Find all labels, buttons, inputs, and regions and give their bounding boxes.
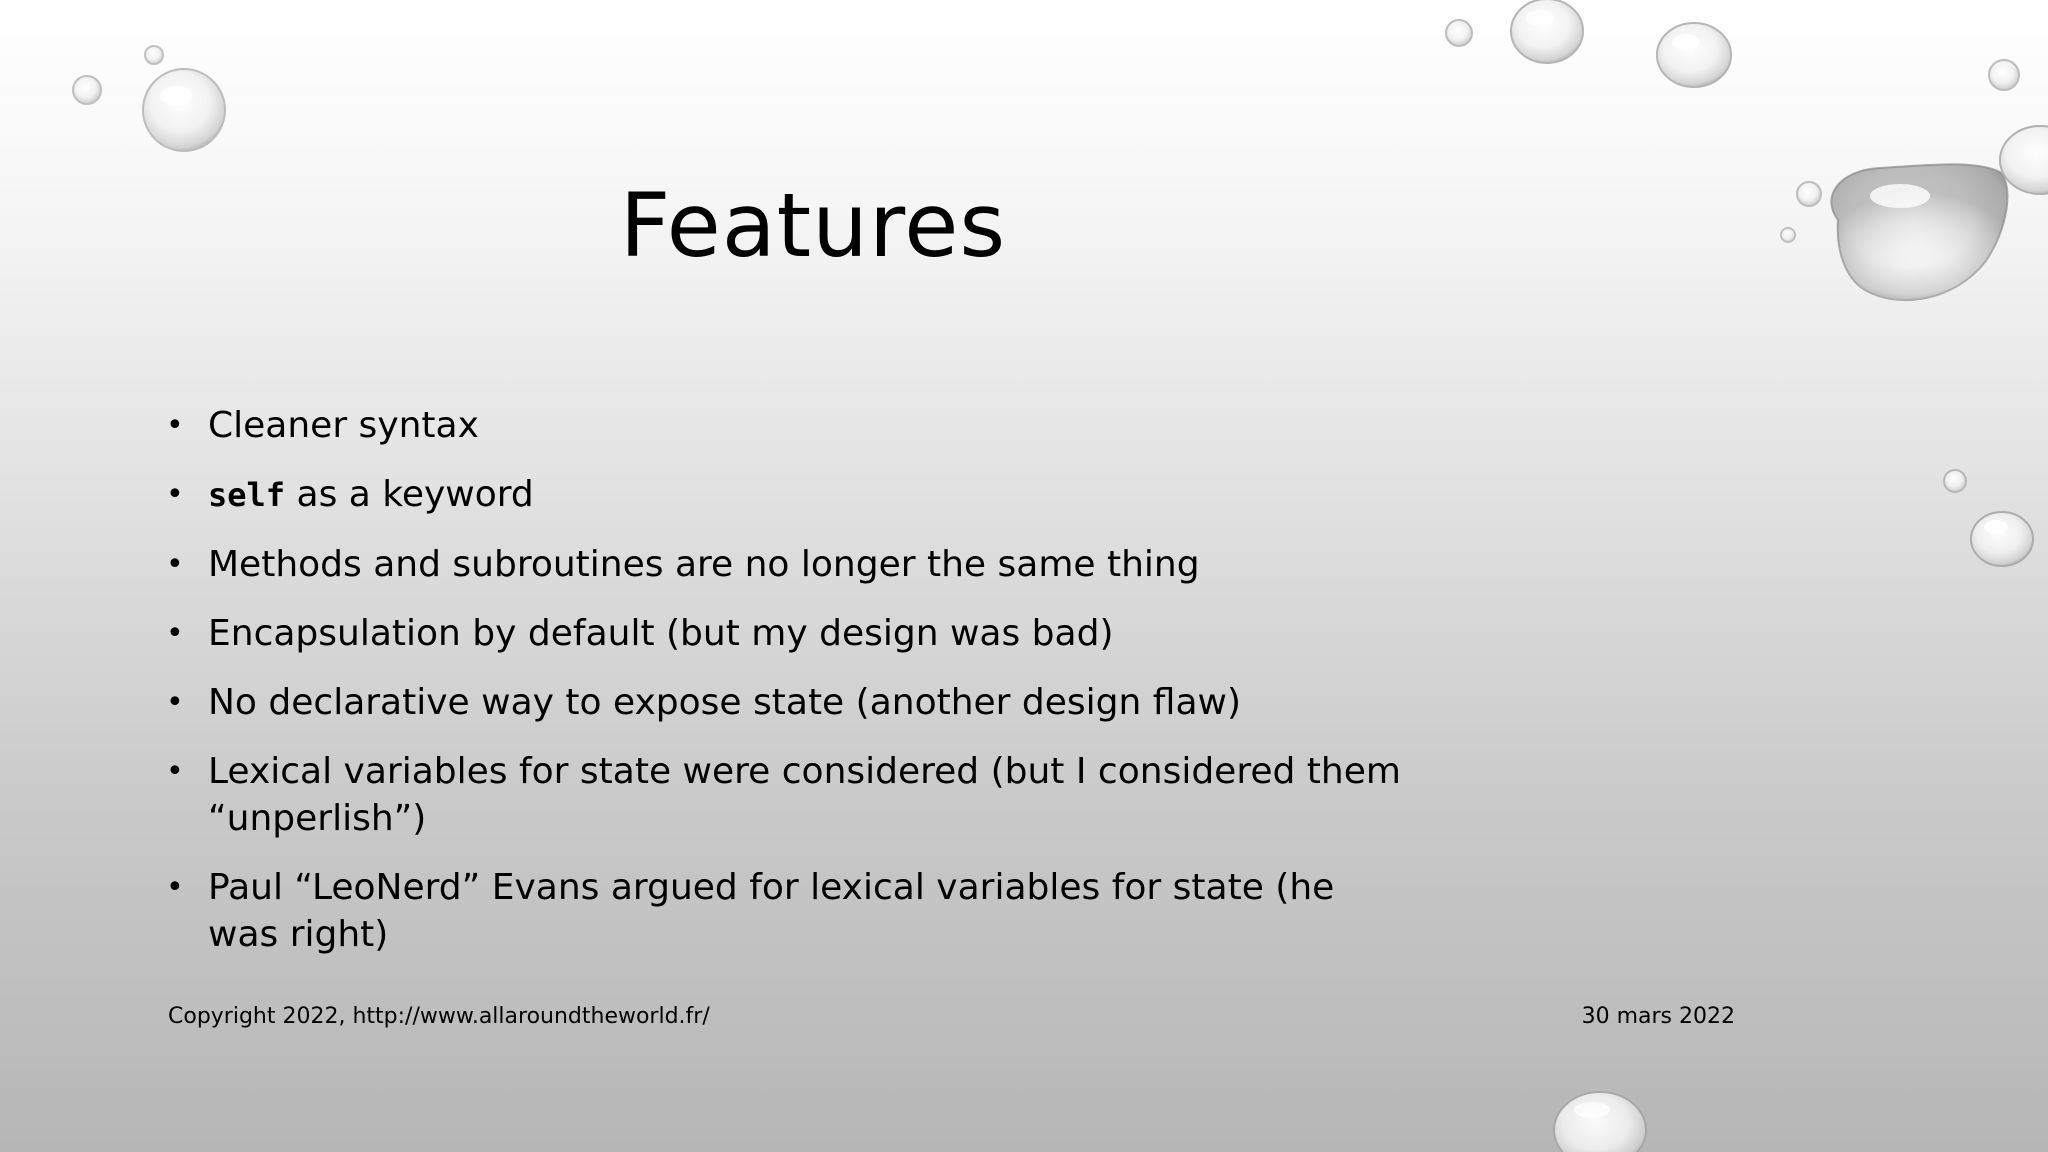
droplet-top-left-small [73,76,101,104]
bullet-text: Encapsulation by default (but my design was bad) [208,613,1114,654]
bullet-list [166,402,1406,980]
droplet-bottom-partial [1554,1092,1646,1152]
droplet-top-center-medium [1511,0,1583,63]
droplet-right-tiny-1 [1797,182,1821,206]
bullet-item [166,610,1406,657]
droplet-top-right-medium [1657,23,1731,87]
droplet-top-left-large [143,69,225,151]
droplet-right-large-blob [1831,164,2007,300]
bullet-item [166,541,1406,588]
bullet-icon: • [166,685,184,720]
bullet-text: as a keyword [285,474,534,515]
bullet-icon: • [166,547,184,582]
droplet-right-mid-medium [1971,512,2033,566]
bullet-code-keyword: self [208,476,286,514]
bullet-text: Lexical variables for state were considered (but I considered them “unperlish”) [208,751,1401,839]
bullet-text: Cleaner syntax [208,405,479,446]
bullet-item [166,679,1406,726]
bullet-icon: • [166,870,184,905]
bullet-text: No declarative way to expose state (another design flaw) [208,682,1242,723]
bullet-item [166,471,1406,519]
bullet-icon: • [166,754,184,789]
footer-copyright: Copyright 2022, http://www.allaroundtheworld.fr/ [168,1004,710,1029]
droplet-right-tiny-2 [1781,228,1795,242]
droplet-right-edge-small [1989,60,2019,90]
slide-title: Features [619,174,1007,277]
droplet-top-center-small [1446,20,1472,46]
bullet-item [166,864,1406,958]
bullet-icon: • [166,408,184,443]
bullet-icon: • [166,477,184,512]
footer-date: 30 mars 2022 [1581,1004,1735,1029]
droplet-right-edge-large [2000,126,2048,194]
bullet-text: Paul “LeoNerd” Evans argued for lexical variables for state (he was right) [208,867,1335,955]
droplet-top-left-tiny [145,46,163,64]
droplet-right-mid-small [1944,470,1966,492]
bullet-text: Methods and subroutines are no longer the same thing [208,544,1200,585]
bullet-item [166,402,1406,449]
bullet-item [166,748,1406,842]
bullet-icon: • [166,616,184,651]
